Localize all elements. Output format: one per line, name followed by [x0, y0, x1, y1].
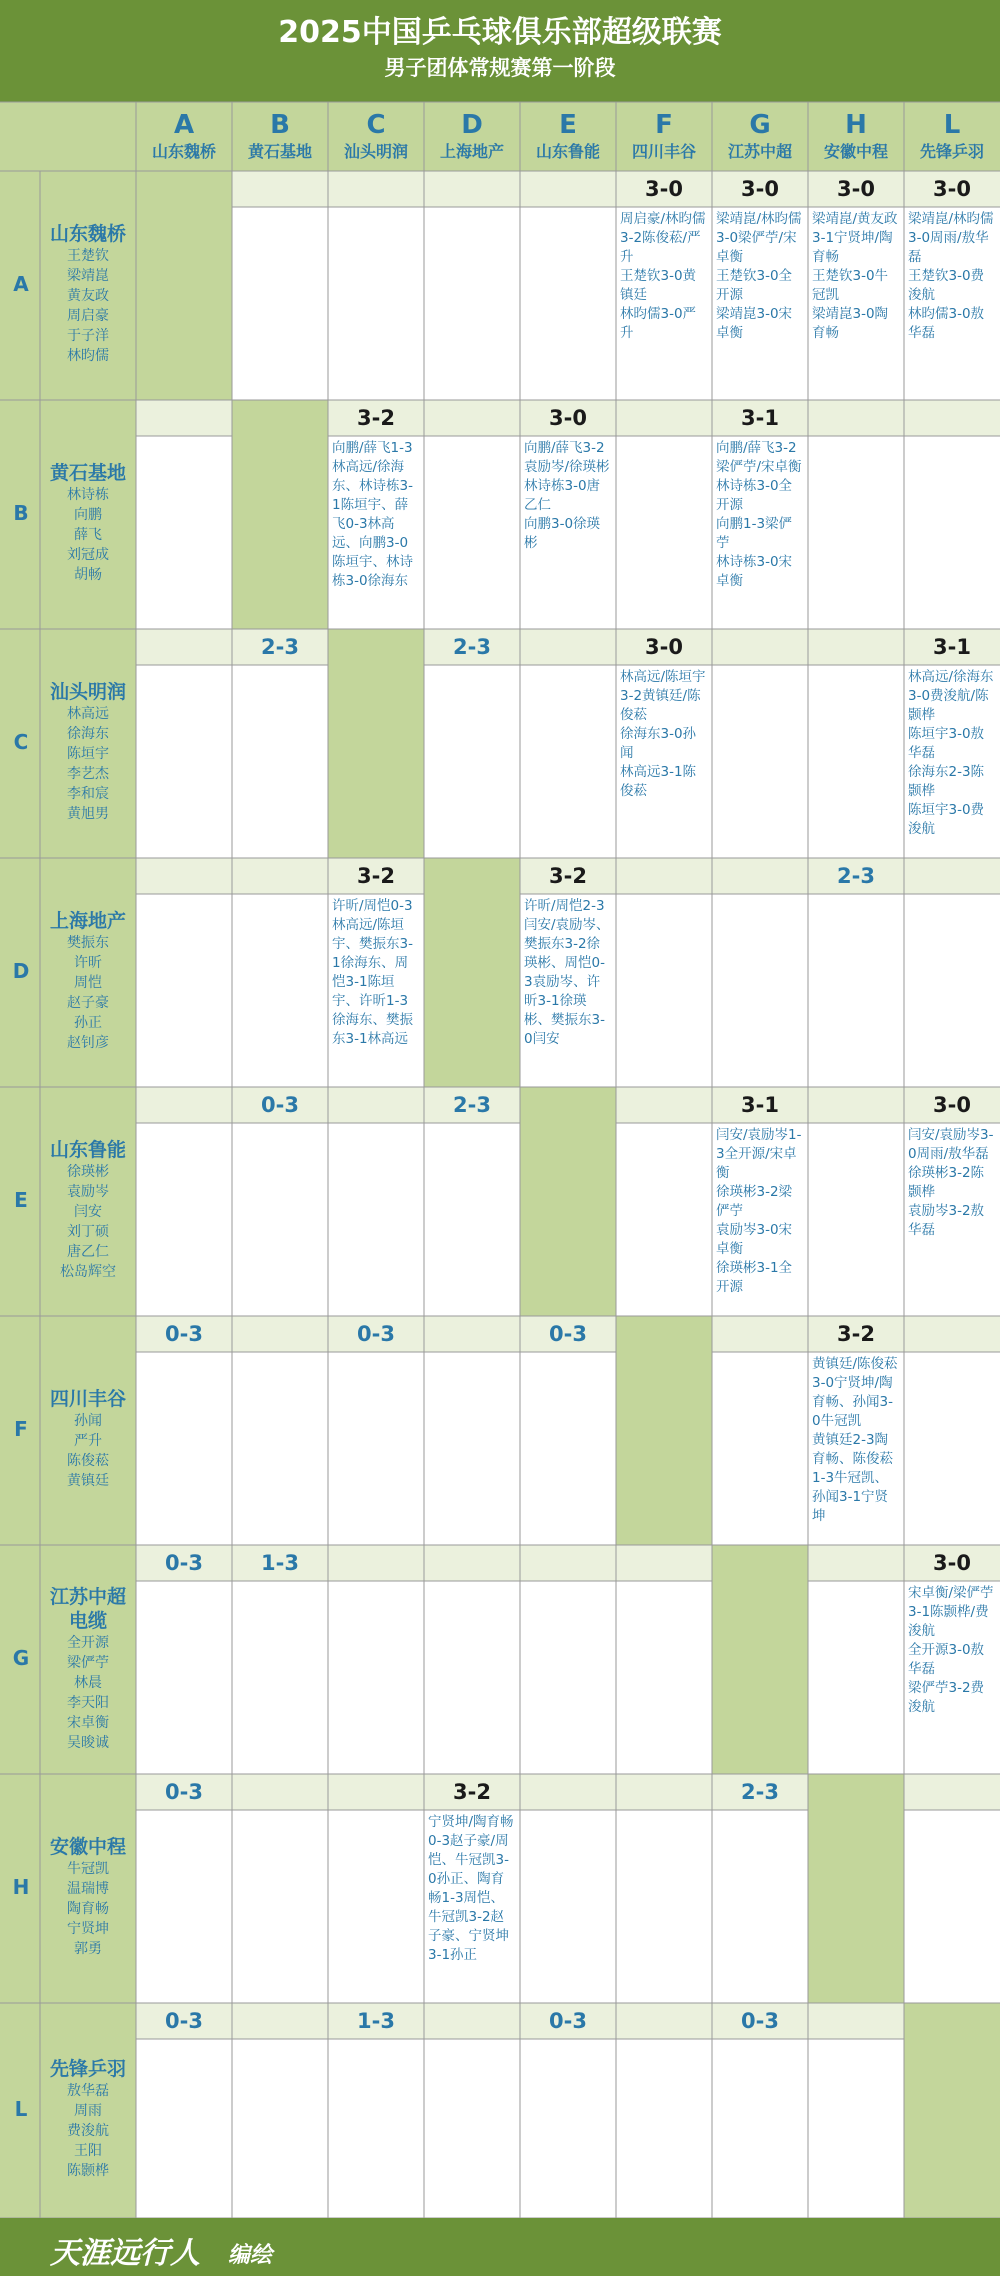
column-header-name: 汕头明润: [343, 142, 408, 161]
match-score: 3-2: [837, 1322, 875, 1346]
roster-player: 孙闻: [74, 1412, 102, 1429]
column-header-letter: E: [559, 110, 577, 140]
match-detail-line: 林高远/陈垣宇3-2黄镇廷/陈俊菘: [620, 669, 706, 723]
roster-player: 徐瑛彬: [67, 1163, 109, 1180]
match-score: 3-0: [549, 406, 587, 430]
column-header-letter: D: [461, 110, 483, 140]
roster-player: 赵子豪: [67, 994, 109, 1011]
roster-player: 袁励岑: [67, 1183, 109, 1200]
roster-player: 李天阳: [67, 1695, 109, 1711]
match-detail-line: 向鹏/薛飞3-2袁励岑/徐瑛彬: [524, 440, 610, 475]
match-detail-line: 宋卓衡/梁俨苧3-1陈颢桦/费浚航: [908, 1585, 994, 1639]
roster-player: 敖华磊: [67, 2082, 109, 2099]
match-detail-line: 林昀儒3-0敖华磊: [908, 306, 985, 341]
column-header: [520, 103, 616, 169]
match-detail-line: 梁靖崑3-0宋卓衡: [716, 306, 793, 341]
match-detail: [904, 665, 1000, 839]
roster-player: 闫安: [74, 1203, 102, 1220]
roster-player: 许昕: [74, 954, 102, 971]
row-header-team-name: 电缆: [68, 1610, 107, 1632]
match-detail-line: 向鹏/薛飞3-2梁俨苧/宋卓衡: [716, 440, 802, 475]
roster-player: 严升: [74, 1432, 102, 1449]
roster-player: 黄友政: [67, 287, 109, 304]
match-detail-line: 梁靖崑/林昀儒3-0周雨/敖华磊: [908, 211, 994, 265]
match-detail-line: 闫安/袁励岑3-0周雨/敖华磊: [908, 1127, 994, 1162]
match-score: 2-3: [453, 635, 491, 659]
column-header-letter: G: [749, 110, 771, 140]
match-score: 0-3: [549, 2009, 587, 2033]
column-header-letter: F: [655, 110, 673, 140]
match-detail-line: 向鹏/薛飞1-3林高远/徐海东、林诗栋3-1陈垣宇、薛飞0-3林高远、向鹏3-0陈垣宇、林诗栋3-0徐海东: [332, 440, 413, 589]
match-detail-line: 林昀儒3-0严升: [620, 306, 697, 341]
match-detail-line: 王楚钦3-0牛冠凯: [812, 268, 889, 303]
footer-banner: [0, 2218, 1000, 2276]
match-detail: [616, 665, 712, 801]
column-header-letter: H: [845, 110, 867, 140]
roster-player: 薛飞: [74, 526, 102, 543]
column-header: [616, 103, 712, 169]
roster-player: 黄镇廷: [67, 1472, 109, 1489]
column-header-letter: L: [943, 110, 961, 140]
column-header: [712, 103, 808, 169]
match-detail-line: 林高远3-1陈俊菘: [620, 764, 697, 799]
match-detail-line: 梁靖崑/林昀儒3-0梁俨苧/宋卓衡: [716, 211, 802, 265]
match-score: 3-0: [933, 1093, 971, 1117]
match-score: 0-3: [165, 1551, 203, 1575]
roster-player: 孙正: [74, 1014, 102, 1031]
match-detail: [424, 1810, 520, 1965]
match-score: 3-0: [645, 635, 683, 659]
match-detail-line: 梁俨苧3-2费浚航: [908, 1680, 985, 1715]
roster-player: 温瑞博: [67, 1880, 109, 1897]
row-header-letter: C: [13, 729, 29, 754]
roster-player: 刘丁硕: [67, 1223, 109, 1240]
column-header-name: 黄石基地: [247, 142, 312, 161]
match-detail-line: 陈垣宇3-0敖华磊: [908, 726, 985, 761]
match-score: 3-0: [933, 177, 971, 201]
match-score: 1-3: [357, 2009, 395, 2033]
column-header-letter: A: [173, 110, 195, 140]
row-header-team-name: 四川丰谷: [49, 1387, 126, 1410]
match-score: 3-0: [645, 177, 683, 201]
column-header-letter: C: [366, 110, 386, 140]
match-score: 3-1: [741, 406, 779, 430]
match-score: 1-3: [261, 1551, 299, 1575]
column-header: [904, 103, 1000, 169]
column-header-name: 上海地产: [439, 142, 504, 161]
row-header-team: [42, 680, 134, 824]
roster-player: 陈俊菘: [67, 1452, 109, 1469]
author-suffix: 编绘: [228, 2243, 273, 2268]
match-detail-line: 林诗栋3-0全开源: [716, 478, 793, 513]
author-name: 天涯远行人: [50, 2236, 200, 2271]
row-header-letter: A: [13, 271, 29, 296]
match-score: 2-3: [453, 1093, 491, 1117]
match-detail: [904, 1123, 1000, 1240]
match-detail: [520, 436, 616, 553]
roster-player: 王阳: [74, 2142, 102, 2159]
match-score: 0-3: [549, 1322, 587, 1346]
match-score: 0-3: [741, 2009, 779, 2033]
match-detail-line: 徐海东3-0孙闻: [620, 726, 697, 761]
match-score: 2-3: [837, 864, 875, 888]
roster-player: 樊振东: [67, 934, 109, 951]
match-detail-line: 闫安/袁励岑1-3全开源/宋卓衡: [716, 1127, 802, 1181]
column-header-name: 山东魏桥: [151, 142, 216, 161]
roster-player: 陶育畅: [67, 1900, 109, 1917]
match-score: 3-0: [837, 177, 875, 201]
match-detail-line: 许昕/周恺2-3闫安/袁励岑、樊振东3-2徐瑛彬、周恺0-3袁励岑、许昕3-1徐瑛彬、樊振东3-0闫安: [524, 898, 610, 1047]
match-score: 2-3: [261, 635, 299, 659]
roster-player: 周恺: [74, 974, 102, 991]
roster-player: 陈颢桦: [67, 2162, 109, 2179]
row-header-team: [42, 2057, 134, 2181]
row-header-team: [42, 909, 134, 1053]
row-header-team-name: 安徽中程: [49, 1835, 126, 1858]
roster-player: 李和宸: [67, 785, 109, 802]
roster-player: 李艺杰: [67, 765, 109, 782]
match-detail-line: 许昕/周恺0-3林高远/陈垣宇、樊振东3-1徐海东、周恺3-1陈垣宇、许昕1-3徐海东、樊振东3-1林高远: [332, 898, 413, 1047]
match-score: 3-1: [933, 635, 971, 659]
match-detail: [712, 436, 808, 591]
row-header-team-name: 上海地产: [49, 909, 126, 932]
column-header-letter: B: [270, 110, 290, 140]
roster-player: 林诗栋: [67, 486, 109, 503]
row-header-team: [42, 1138, 134, 1282]
roster-player: 吴晙诚: [67, 1735, 109, 1751]
roster-player: 黄旭男: [67, 805, 109, 822]
row-header-team-name: 汕头明润: [49, 680, 126, 703]
match-detail: [328, 436, 424, 591]
column-header-name: 安徽中程: [823, 142, 888, 161]
row-header-letter: H: [12, 1874, 30, 1899]
match-score: 3-2: [357, 406, 395, 430]
match-detail-line: 全开源3-0敖华磊: [908, 1642, 985, 1677]
match-score: 0-3: [261, 1093, 299, 1117]
roster-player: 宁贤坤: [67, 1920, 109, 1937]
match-score: 3-2: [549, 864, 587, 888]
roster-player: 梁俨苧: [67, 1655, 109, 1671]
match-detail: [904, 207, 1000, 343]
match-score: 0-3: [357, 1322, 395, 1346]
match-detail-line: 林诗栋3-0宋卓衡: [716, 554, 793, 589]
match-detail-line: 黄镇廷2-3陶育畅、陈俊菘1-3牛冠凯、孙闻3-1宁贤坤: [812, 1432, 893, 1524]
roster-player: 胡畅: [74, 566, 102, 583]
roster-player: 林高远: [67, 705, 109, 722]
column-header: [808, 103, 904, 169]
row-header-team-name: 江苏中超: [49, 1586, 126, 1608]
match-detail-line: 王楚钦3-0全开源: [716, 268, 793, 303]
match-detail-line: 周启豪/林昀儒3-2陈俊菘/严升: [620, 211, 706, 265]
row-header-team-name: 先锋乒羽: [49, 2057, 126, 2080]
match-score: 0-3: [165, 1322, 203, 1346]
roster-player: 牛冠凯: [67, 1860, 109, 1877]
match-detail-line: 宁贤坤/陶育畅0-3赵子豪/周恺、牛冠凯3-0孙正、陶育畅1-3周恺、牛冠凯3-2赵子豪、宁贤坤3-1孙正: [428, 1814, 514, 1963]
match-detail-line: 向鹏1-3梁俨苧: [716, 516, 793, 551]
match-detail-line: 袁励岑3-2敖华磊: [908, 1203, 985, 1238]
match-score: 2-3: [741, 1780, 779, 1804]
roster-player: 向鹏: [74, 506, 102, 523]
page-subtitle: 男子团体常规赛第一阶段: [384, 56, 616, 80]
roster-player: 松岛辉空: [60, 1263, 116, 1280]
roster-player: 陈垣宇: [67, 745, 109, 762]
column-header: [424, 103, 520, 169]
match-score: 3-2: [453, 1780, 491, 1804]
match-detail: [520, 894, 616, 1049]
match-detail-line: 王楚钦3-0黄镇廷: [620, 268, 697, 303]
match-detail-line: 梁靖崑/黄友政3-1宁贤坤/陶育畅: [812, 211, 898, 265]
row-header-team: [42, 1835, 134, 1959]
match-detail-line: 徐瑛彬3-1全开源: [716, 1260, 793, 1295]
column-header: [232, 103, 328, 169]
roster-player: 于子洋: [67, 327, 109, 344]
match-detail-line: 向鹏3-0徐瑛彬: [524, 516, 601, 551]
row-header-team-name: 山东鲁能: [49, 1138, 126, 1161]
row-header-letter: L: [14, 2096, 28, 2121]
match-detail: [904, 1581, 1000, 1717]
match-detail-line: 徐瑛彬3-2陈颢桦: [908, 1165, 985, 1200]
roster-player: 刘冠成: [67, 546, 109, 563]
row-header-letter: B: [13, 500, 29, 525]
match-detail-line: 陈垣宇3-0费浚航: [908, 802, 985, 837]
match-score: 0-3: [165, 2009, 203, 2033]
roster-player: 徐海东: [67, 725, 109, 742]
match-detail: [808, 207, 904, 343]
roster-player: 宋卓衡: [67, 1715, 109, 1731]
match-score: 3-2: [357, 864, 395, 888]
match-detail: [616, 207, 712, 343]
match-score: 0-3: [165, 1780, 203, 1804]
roster-player: 赵钊彦: [67, 1034, 109, 1051]
row-header-team: [42, 222, 134, 366]
roster-player: 王楚钦: [67, 247, 109, 264]
roster-player: 林昀儒: [67, 347, 109, 364]
match-detail: [712, 207, 808, 343]
match-detail: [712, 1123, 808, 1297]
match-detail-line: 林高远/徐海东3-0费浚航/陈颢桦: [908, 669, 994, 723]
match-score: 3-1: [741, 1093, 779, 1117]
match-detail-line: 王楚钦3-0费浚航: [908, 268, 985, 303]
column-header-name: 江苏中超: [727, 142, 792, 161]
row-header-team: [42, 461, 134, 585]
row-header-letter: D: [12, 958, 30, 983]
match-score: 3-0: [933, 1551, 971, 1575]
match-score: 3-0: [741, 177, 779, 201]
match-detail: [328, 894, 424, 1049]
match-detail-line: 黄镇廷/陈俊菘3-0宁贤坤/陶育畅、孙闻3-0牛冠凯: [812, 1356, 898, 1429]
roster-player: 费浚航: [67, 2122, 109, 2139]
row-header-letter: G: [12, 1645, 30, 1670]
row-header-team-name: 黄石基地: [49, 461, 126, 484]
match-detail-line: 袁励岑3-0宋卓衡: [716, 1222, 793, 1257]
row-header-team: [42, 1585, 134, 1753]
row-header-letter: F: [14, 1416, 28, 1441]
column-header-name: 先锋乒羽: [919, 142, 984, 161]
column-header: [136, 103, 232, 169]
match-detail-line: 徐海东2-3陈颢桦: [908, 764, 985, 799]
column-header-name: 山东鲁能: [535, 142, 600, 161]
row-header-team-name: 山东魏桥: [49, 222, 126, 245]
match-detail: [808, 1352, 904, 1526]
match-detail-line: 梁靖崑3-0陶育畅: [812, 306, 889, 341]
roster-player: 林晨: [74, 1675, 102, 1691]
roster-player: 全开源: [67, 1635, 109, 1651]
match-detail-line: 徐瑛彬3-2梁俨苧: [716, 1184, 793, 1219]
row-header-team: [42, 1387, 134, 1491]
match-detail-line: 林诗栋3-0唐乙仁: [524, 478, 601, 513]
roster-player: 唐乙仁: [67, 1243, 109, 1260]
column-header-name: 四川丰谷: [631, 142, 696, 161]
row-header-letter: E: [14, 1187, 28, 1212]
column-header: [328, 103, 424, 169]
roster-player: 梁靖崑: [67, 267, 109, 284]
roster-player: 周启豪: [67, 307, 109, 324]
page-title: 2025中国乒乓球俱乐部超级联赛: [278, 15, 722, 50]
roster-player: 郭勇: [74, 1940, 102, 1957]
roster-player: 周雨: [74, 2102, 102, 2119]
